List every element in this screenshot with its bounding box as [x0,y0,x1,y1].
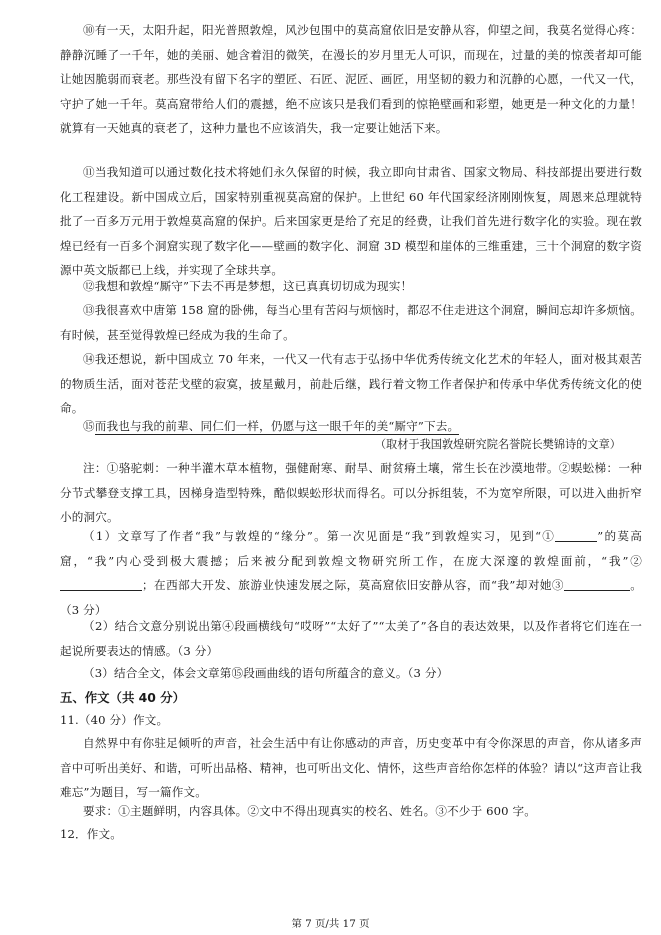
paragraph-15-number: ⑮ [83,419,95,433]
section-five-heading: 五、作文（共 40 分） [60,690,185,705]
question-1: （1）文章写了作者“我”与敦煌的“缘分”。第一次见面是“我”到敦煌实习，见到“① ”的莫高窟，“我”内心受到极大震撼；后来被分配到敦煌文物研究所工作，在庞大深邃的敦煌面前，“我”②；在西部大开发、旅游业快速发展之际，莫高窟依旧安静从容，而“我”却对她③ 。（3 分） [60,529,643,617]
question-11-requirements: 要求：①主题鲜明，内容具体。②文中不得出现真实的校名、姓名。③不少于 600 字。 [83,804,537,818]
paragraph-10: ⑩有一天，太阳升起，阳光普照敦煌，风沙包围中的莫高窟依旧是安静从容，仰望之间，我莫名觉得心疼：静静沉睡了一千年，她的美丽、她含着泪的微笑，在漫长的岁月里无人可识，而现在，过量的美的惊羡者却可能让她因脆弱而衰老。那些没有留下名字的塑匠、石匠、泥匠、画匠，用坚韧的毅力和沉静的心愿，一代又一代，守护了她一千年。莫高窟带给人们的震撼，绝不应该只是我们看到的惊艳壁画和彩塑，她更是一种文化的力量！就算有一天她真的衰老了，这种力量也不应该消失，我一定要让她活下来。 [60,23,642,136]
wavy-underlined-sentence: 而我也与我的前辈、同仁们一样，仍愿与这一眼千年的美“厮守”下去。 [94,419,460,433]
question-12-heading: 12．作文。 [60,827,123,841]
paragraph-11: ⑪当我知道可以通过数化技术将她们永久保留的时候，我立即向甘肃省、国家文物局、科技部提出要进行数化工程建设。新中国成立后，国家特别重视莫高窟的保护。上世纪 60 年代国家经济刚刚恢复，周恩来总理就特批了一百多万元用于敦煌莫高窟的保护。后来国家更是给了充足的经费，让我们首先进行数字化的实验。现在敦煌已经有一百多个洞窟实现了数字化——壁画的数字化、洞窟 3D 模型和崖体的三维重建，三十个洞窟的数字资源中英文版都已上线，并实现了全球共享。 [60,165,642,278]
answer-blank-3[interactable] [564,577,630,591]
answer-blank-2[interactable] [60,577,142,591]
answer-blank-1[interactable] [555,528,597,542]
paragraph-12: ⑫我想和敦煌“厮守”下去不再是梦想，这已真真切切成为现实！ [83,279,413,293]
paragraph-13: ⑬我很喜欢中唐第 158 窟的卧佛，每当心里有苦闷与烦恼时，都忍不住走进这个洞窟，瞬间忘却许多烦恼。有时候，甚至觉得敦煌已经成为我的生命了。 [60,303,642,342]
question-3: （3）结合全文，体会文章第⑮段画曲线的语句所蕴含的意义。（3 分） [83,666,449,680]
paragraph-14: ⑭我还想说，新中国成立 70 年来，一代又一代有志于弘扬中华优秀传统文化艺术的年轻人，面对极其艰苦的物质生活，面对苍茫戈壁的寂寞，披星戴月，前赴后继，践行着文物工作者保护和传承中华优秀传统文化的使命。 [60,352,642,416]
page-footer: 第 7 页/共 17 页 [291,918,370,930]
question-11-prompt: 自然界中有你驻足倾听的声音，社会生活中有让你感动的声音，历史变革中有令你深思的声音，你从诸多声音中可听出美好、和谐，可听出品格、精神，也可听出文化、情怀，这些声音给你怎样的体验？请以“这声音让我难忘”为题目，写一篇作文。 [60,736,642,800]
question-2: （2）结合文意分别说出第④段画横线句“哎呀”“太好了”“太美了”各自的表达效果，以及作者将它们连在一起说所要表达的情感。（3 分） [60,619,642,658]
question-11-heading: 11.（40 分）作文。 [60,713,169,727]
source-citation: （取材于我国敦煌研究院名誉院长樊锦诗的文章） [374,438,621,451]
footnote: 注：①骆驼刺：一种半灌木草本植物，强健耐寒、耐旱、耐贫瘠土壤，常生长在沙漠地带。②蜈蚣梯：一种分节式攀登支撑工具，因梯身造型特殊，酷似蜈蚣形状而得名。可以分拆组装，不为宽窄所限，可以进入曲折窄小的洞穴。 [60,461,642,525]
